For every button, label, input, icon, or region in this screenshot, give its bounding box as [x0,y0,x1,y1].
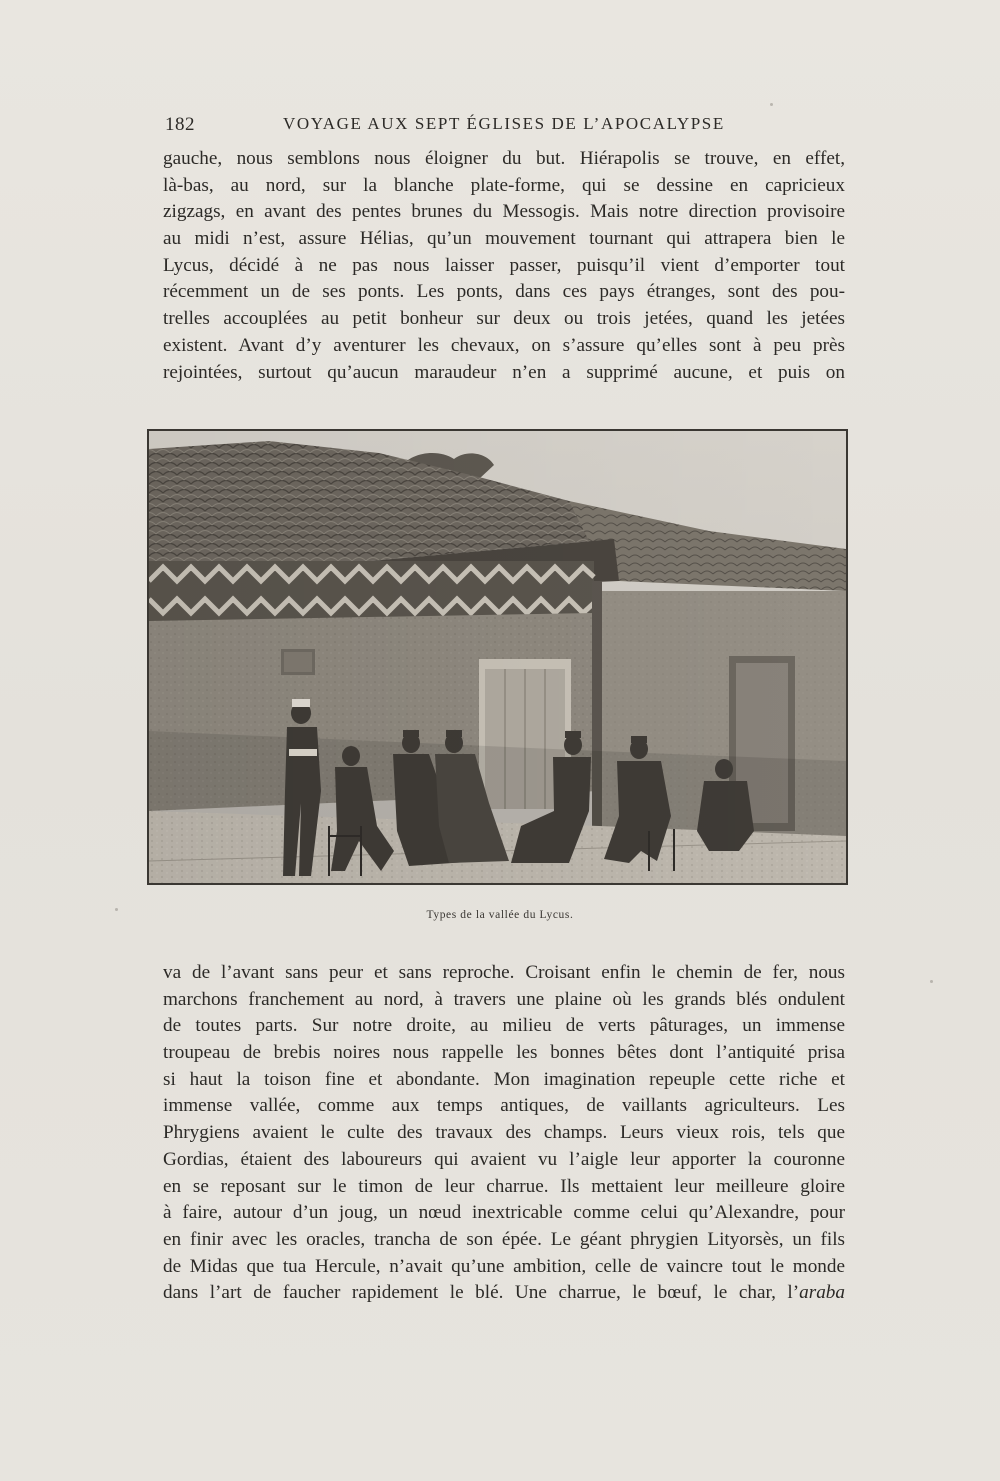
figure-caption: Types de la vallée du Lycus. [426,909,574,921]
text-line: Gordias, étaient des laboureurs qui avaient vu l’aigle leur apporter la couronne [163,1148,845,1170]
text-line: trelles accouplées au petit bonheur sur deux ou trois jetées, quand les jetées [163,308,845,330]
text-line: si haut la toison fine et abondante. Mon imagination repeuple cette riche et [163,1068,845,1090]
paper-speck [930,980,933,983]
text-line: Lycus, décidé à ne pas nous laisser passer, puisqu’il vient d’emporter tout [163,254,845,276]
text-line: marchons franchement au nord, à travers une plaine où les grands blés ondulent [163,988,845,1010]
text-line: gauche, nous semblons nous éloigner du but. Hiérapolis se trouve, en effet, [163,148,845,169]
text-line: immense vallée, comme aux temps antiques, de vaillants agriculteurs. Les [163,1095,845,1117]
text-line: en finir avec les oracles, trancha de son épée. Le géant phrygien Lityorsès, un fils [163,1228,845,1250]
text-line: en se reposant sur le timon de leur charrue. Ils mettaient leur meilleure gloire [163,1175,845,1197]
text-line: au midi n’est, assure Hélias, qu’un mouvement tournant qui attrapera bien le [163,228,845,250]
text-line: rejointées, surtout qu’aucun maraudeur n’en a supprimé aucune, et puis on [163,361,845,383]
text-line: récemment un de ses ponts. Les ponts, dans ces pays étranges, sont des pou- [163,281,845,303]
text-line: zigzags, en avant des pentes brunes du Messogis. Mais notre direction provisoire [163,201,845,223]
text-line: de toutes parts. Sur notre droite, au milieu de verts pâturages, un immense [163,1015,845,1037]
paper-speck [115,908,118,911]
text-line: existent. Avant d’y aventurer les chevaux, on s’assure qu’elles sont à peu près [163,334,845,356]
running-header [165,114,845,140]
paragraph-bottom [163,960,845,1307]
text-line: troupeau de brebis noires nous rappelle les bonnes bêtes dont l’antiquité prisa [163,1042,845,1064]
text-line: dans l’art de faucher rapidement le blé. Une charrue, le bœuf, le char, l’araba [163,1282,845,1304]
photo-illustration [149,431,846,883]
photo-plate [147,429,848,885]
page-number: 182 [165,114,195,135]
text-line: Phrygiens avaient le culte des travaux des champs. Leurs vieux rois, tels que [163,1122,845,1144]
text-line: là-bas, au nord, sur la blanche plate-forme, qui se dessine en capricieux [163,174,845,196]
text-line: va de l’avant sans peur et sans reproche. Croisant enfin le chemin de fer, nous [163,962,845,983]
paper-speck [770,103,773,106]
running-title: VOYAGE AUX SEPT ÉGLISES DE L’APOCALYPSE [283,114,725,133]
text-line: de Midas que tua Hercule, n’avait qu’une ambition, celle de vaincre tout le monde [163,1255,845,1277]
paragraph-top [163,146,845,386]
italic-word: araba [799,1282,845,1304]
text-line: à faire, autour d’un joug, un nœud inextricable comme celui qu’Alexandre, pour [163,1202,845,1224]
